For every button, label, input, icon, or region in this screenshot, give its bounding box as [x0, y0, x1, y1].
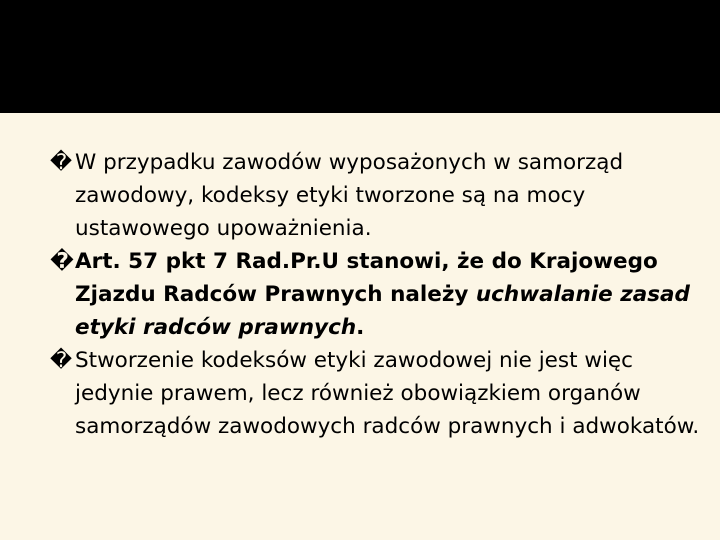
bullet-text-2-emphasis: uchwalanie zasad etyki radców prawnych: [75, 282, 690, 340]
bullet-item-1: [50, 146, 700, 245]
header-band: [0, 0, 720, 113]
bullet-list: [50, 146, 700, 443]
bullet-text-2-suffix: .: [356, 315, 365, 340]
bullet-marker-icon: �: [50, 249, 74, 274]
bullet-item-2: [50, 245, 700, 344]
bullet-text-1: W przypadku zawodów wyposażonych w samorząd zawodowy, kodeksy etyki tworzone są na mocy ustawowego upoważnienia.: [75, 150, 624, 241]
bullet-marker-icon: �: [50, 150, 73, 175]
bullet-marker-icon: �: [50, 348, 73, 373]
bullet-text-3: Stworzenie kodeksów etyki zawodowej nie jest więc jedynie prawem, lecz również obowiązkiem organów samorządów zawodowych radców prawnych i adwokatów.: [75, 348, 700, 439]
bullet-item-3: [50, 344, 700, 443]
bullet-text-2-prefix: Art. 57 pkt 7 Rad.Pr.U stanowi, że do Krajowego Zjazdu Radców Prawnych należy: [75, 249, 658, 307]
